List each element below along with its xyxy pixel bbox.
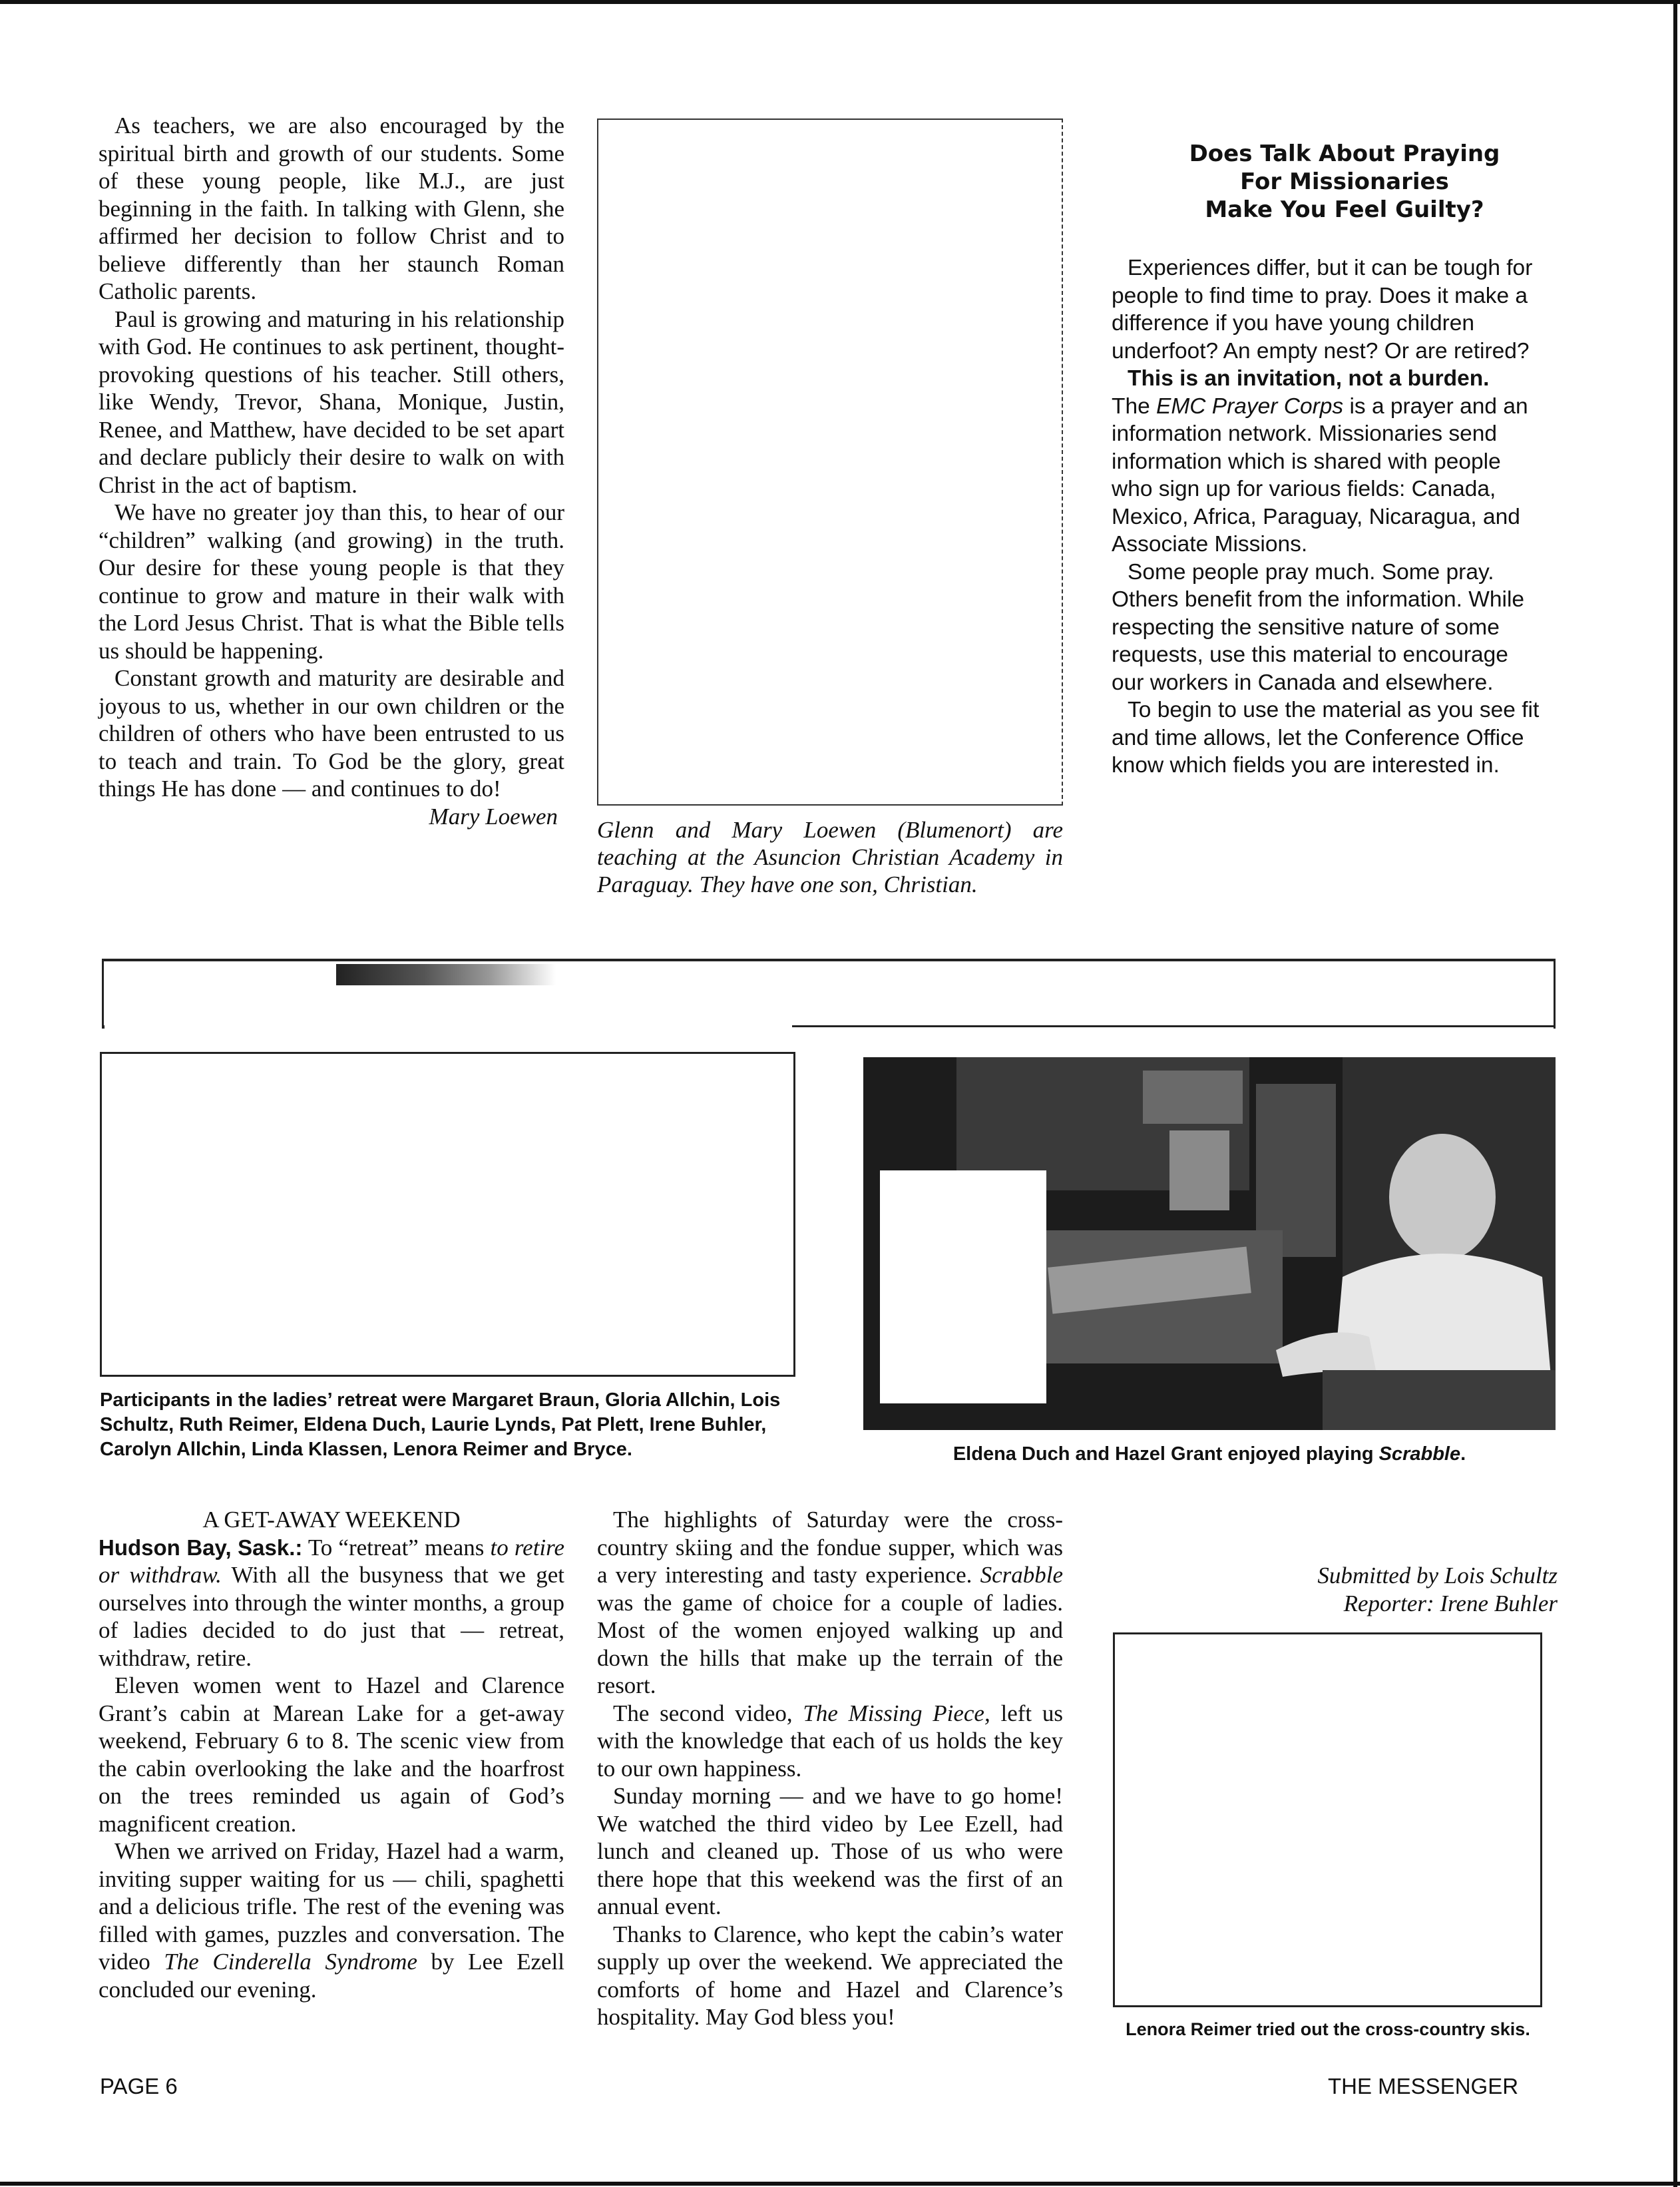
getaway-reporter: Reporter: Irene Buhler <box>1343 1590 1558 1616</box>
banner-partial-image <box>336 964 556 985</box>
retreat-photo-caption: Participants in the ladies’ retreat were Margaret Braun, Gloria Allchin, Lois Schultz, Ruth Reimer, Eldena Duch, Laurie Lynds, Pat Plett, Irene Buhler, Carolyn Allchin, Linda Klassen, Lenora Reimer and Bryce. <box>100 1389 781 1460</box>
page-border-top <box>0 0 1680 4</box>
getaway-paragraph: Thanks to Clarence, who kept the cabin’s water supply up over the weekend. We appreciated the comforts of home and Hazel and Clarence’s hospitality. May God bless you! <box>597 1921 1063 2030</box>
page-border-bottom <box>0 2182 1680 2186</box>
prayer-paragraph: Experiences differ, but it can be tough for people to find time to pray. Does it make a difference if you have young children underfoot? An empty nest? Or are retired? <box>1112 256 1533 364</box>
footer-page-number: PAGE 6 <box>100 2074 178 2098</box>
scrabble-photo-drawing <box>863 1057 1556 1430</box>
getaway-paragraph: The second video, The Missing Piece, left us with the knowledge that each of us holds the key to our own happiness. <box>597 1700 1063 1782</box>
getaway-article-col2 <box>597 1506 1063 2031</box>
getaway-paragraph: The highlights of Saturday were the cross-country skiing and the fondue supper, which was a very interesting and tasty experience. Scrabble was the game of choice for a couple of ladies. Most of the women enjoyed walking up and down the hills that make up the terrain of the resort. <box>597 1507 1063 1698</box>
ski-photo-caption: Lenora Reimer tried out the cross-country skis. <box>1126 2019 1530 2039</box>
getaway-submitted: Submitted by Lois Schultz <box>1317 1563 1558 1588</box>
getaway-paragraph: When we arrived on Friday, Hazel had a warm, inviting supper waiting for us — chili, spaghetti and a delicious trifle. The rest of the evening was filled with games, puzzles and conversation. The video The Cinderella Syndrome by Lee Ezell concluded our evening. <box>99 1838 564 2003</box>
prayer-paragraph: The EMC Prayer Corps is a prayer and an information network. Missionaries send information which is shared with people who sign up for various fields: Canada, Mexico, Africa, Paraguay, Nicaragua, and Associate Missions. <box>1112 393 1528 557</box>
banner-frame <box>102 959 1556 1029</box>
getaway-paragraph: Sunday morning — and we have to go home! We watched the third video by Lee Ezell, had lunch and cleaned up. Those of us who were there hope that this weekend was the first of an annual event. <box>597 1783 1063 1919</box>
getaway-article-col1 <box>99 1506 564 2003</box>
prayer-heading-line: For Missionaries <box>1240 168 1449 195</box>
prayer-invitation: This is an invitation, not a burden. <box>1128 366 1490 391</box>
getaway-paragraph: Hudson Bay, Sask.: To “retreat” means to retire or withdraw. With all the busyness that we get ourselves into through the winter months, a group of ladies decided to do just that — retreat, withdraw, retire. <box>99 1534 565 1671</box>
page-border-right <box>1673 0 1677 2187</box>
loewen-paragraph: We have no greater joy than this, to hear of our “children” walking (and growing) in the truth. Our desire for these young people is that they continue to grow and mature in their walk with the Lord Jesus Christ. That is what the Bible tells us should be happening. <box>99 499 564 664</box>
prayer-heading-line: Does Talk About Praying <box>1189 140 1500 167</box>
loewen-paragraph: As teachers, we are also encouraged by the spiritual birth and growth of our students. Some of these young people, like M.J., are just beginning in the faith. In talking with Glenn, she affirmed her decision to follow Christ and to believe differently than her staunch Roman Catholic parents. <box>99 113 564 304</box>
banner-bottom-rule-left <box>102 1025 105 1029</box>
footer-publication: THE MESSENGER <box>1328 2074 1519 2098</box>
getaway-paragraph: Eleven women went to Hazel and Clarence Grant’s cabin at Marean Lake for a get-away weekend, February 6 to 8. The scenic view from the cabin overlooking the lake and the hoarfrost on the trees reminded us again of God’s magnificent creation. <box>99 1672 564 1837</box>
prayer-article <box>1112 254 1544 780</box>
getaway-title: A GET-AWAY WEEKEND <box>202 1507 461 1533</box>
getaway-article-col3 <box>1098 1506 1558 1617</box>
loewen-paragraph: Paul is growing and maturing in his relationship with God. He continues to ask pertinent, thought-provoking questions of his teacher. Still others, like Wendy, Trevor, Shana, Monique, Justin, Renee, and Matthew, have decided to be set apart and declare publicly their desire to walk on with Christ in the act of baptism. <box>99 306 564 498</box>
scrabble-photo-caption: Eldena Duch and Hazel Grant enjoyed playing Scrabble. <box>952 1443 1466 1465</box>
loewen-photo-caption: Glenn and Mary Loewen (Blumenort) are teaching at the Asuncion Christian Academy in Paraguay. They have one son, Christian. <box>597 817 1063 897</box>
prayer-heading-line: Make You Feel Guilty? <box>1205 196 1484 223</box>
prayer-heading <box>1112 140 1577 224</box>
loewen-signature: Mary Loewen <box>429 803 558 830</box>
loewen-paragraph: Constant growth and maturity are desirable and joyous to us, whether in our own children or the children of others who have been entrusted to us to teach and train. To God be the glory, great things He has done — and continues to do! <box>99 665 564 802</box>
banner-bottom-rule <box>792 1025 1556 1027</box>
prayer-paragraph: To begin to use the material as you see fit and time allows, let the Conference Office know which fields you are interested in. <box>1112 698 1540 778</box>
scrabble-photo <box>863 1057 1556 1430</box>
ski-photo-frame <box>1113 1632 1542 2007</box>
retreat-photo-frame <box>100 1052 795 1377</box>
prayer-paragraph: Some people pray much. Some pray. Others benefit from the information. While respecting the sensitive nature of some requests, use this material to encourage our workers in Canada and elsewhere. <box>1112 559 1525 695</box>
loewen-article <box>99 112 564 830</box>
loewen-photo-frame <box>597 119 1063 806</box>
